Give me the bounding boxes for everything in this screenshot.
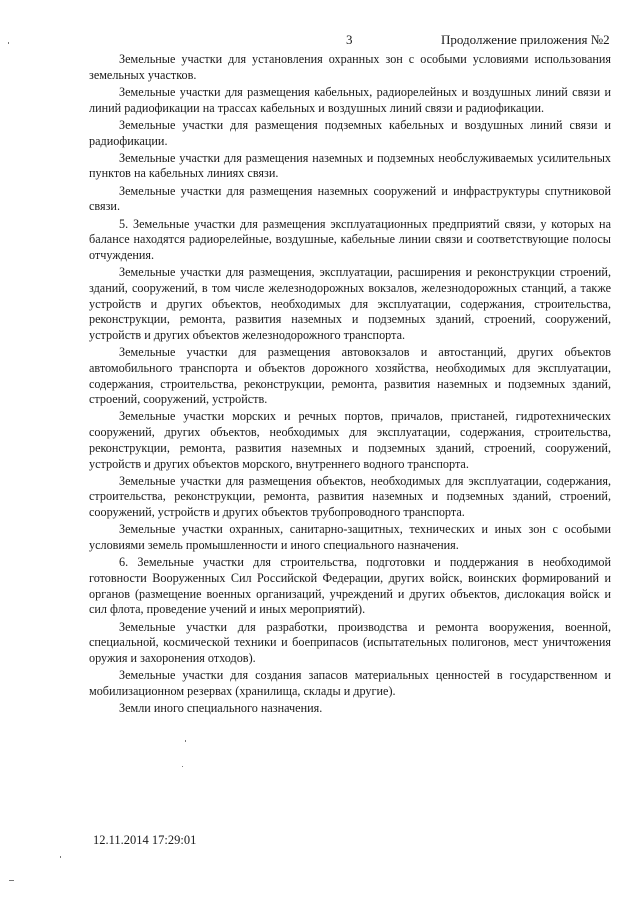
- paragraph: Земли иного специального назначения.: [119, 701, 323, 716]
- paragraph: 5. Земельные участки для размещения эксплуатационных предприятий связи, у которых на балансе находятся радиорелейные, воздушные, кабельные линии связи и соответствующие полосы отчуждения.: [89, 216, 611, 262]
- document-body: [89, 52, 611, 718]
- scan-speck: [8, 42, 9, 44]
- paragraph: 6. Земельные участки для строительства, подготовки и поддержания в необходимой готовности Вооруженных Сил Российской Федерации, других войск, воинских формирований и органов (размещение военных организаций, учреждений и других объектов, дислокация войск и сил флота, проведение учений и иных мероприятий).: [89, 555, 611, 617]
- appendix-continuation-note: Продолжение приложения №2: [441, 32, 610, 47]
- paragraph: Земельные участки морских и речных портов, причалов, пристаней, гидротехнических сооружений, других объектов, необходимых для эксплуатации, содержания, строительства, реконструкции, ремонта, развития наземных и подземных зданий, строений, сооружений, устройств и других объектов морского, внутреннего водного транспорта.: [89, 409, 611, 471]
- scan-speck: [185, 740, 186, 742]
- scan-speck: [9, 880, 14, 881]
- scan-speck: [182, 766, 183, 767]
- paragraph: Земельные участки охранных, санитарно-защитных, технических и иных зон с особыми условиями земель промышленности и иного специального назначения.: [89, 522, 611, 553]
- paragraph: Земельные участки для размещения объектов, необходимых для эксплуатации, содержания, строительства, реконструкции, ремонта, развития наземных и подземных зданий, строений, сооружений, устройств и других объектов трубопроводного транспорта.: [89, 473, 611, 520]
- page-number: 3: [346, 32, 353, 47]
- paragraph: Земельные участки для размещения, эксплуатации, расширения и реконструкции строений, зданий, сооружений, в том числе железнодорожных вокзалов, железнодорожных станций, а также устройств и других объектов, необходимых для эксплуатации, содержания, строительства, реконструкции, ремонта, развития наземных и подземных зданий, строений, сооружений, устройств и других объектов железнодорожного транспорта.: [89, 265, 611, 342]
- paragraph: Земельные участки для размещения автовокзалов и автостанций, других объектов автомобильного транспорта и объектов дорожного хозяйства, необходимых для эксплуатации, содержания, строительства, реконструкции, ремонта, развития наземных и подземных зданий, строений, сооружений, устройств.: [89, 345, 611, 407]
- paragraph: Земельные участки для разработки, производства и ремонта вооружения, военной, специальной, космической техники и боеприпасов (испытательных полигонов, мест уничтожения оружия и захоронения отходов).: [89, 619, 611, 666]
- scan-speck: [60, 856, 61, 858]
- paragraph: Земельные участки для создания запасов материальных ценностей в государственном и мобилизационном резервах (хранилища, склады и другие).: [89, 668, 611, 698]
- paragraph: Земельные участки для размещения кабельных, радиорелейных и воздушных линий связи и линий радиофикации на трассах кабельных и воздушных линий связи и радиофикации.: [89, 84, 611, 115]
- paragraph: Земельные участки для установления охранных зон с особыми условиями использования земельных участков.: [89, 52, 611, 82]
- paragraph: Земельные участки для размещения наземных и подземных необслуживаемых усилительных пунктов на кабельных линиях связи.: [89, 150, 611, 181]
- paragraph: Земельные участки для размещения наземных сооружений и инфраструктуры спутниковой связи.: [89, 183, 611, 214]
- print-timestamp: 12.11.2014 17:29:01: [93, 833, 197, 847]
- paragraph: Земельные участки для размещения подземных кабельных и воздушных линий связи и радиофикации.: [89, 117, 611, 148]
